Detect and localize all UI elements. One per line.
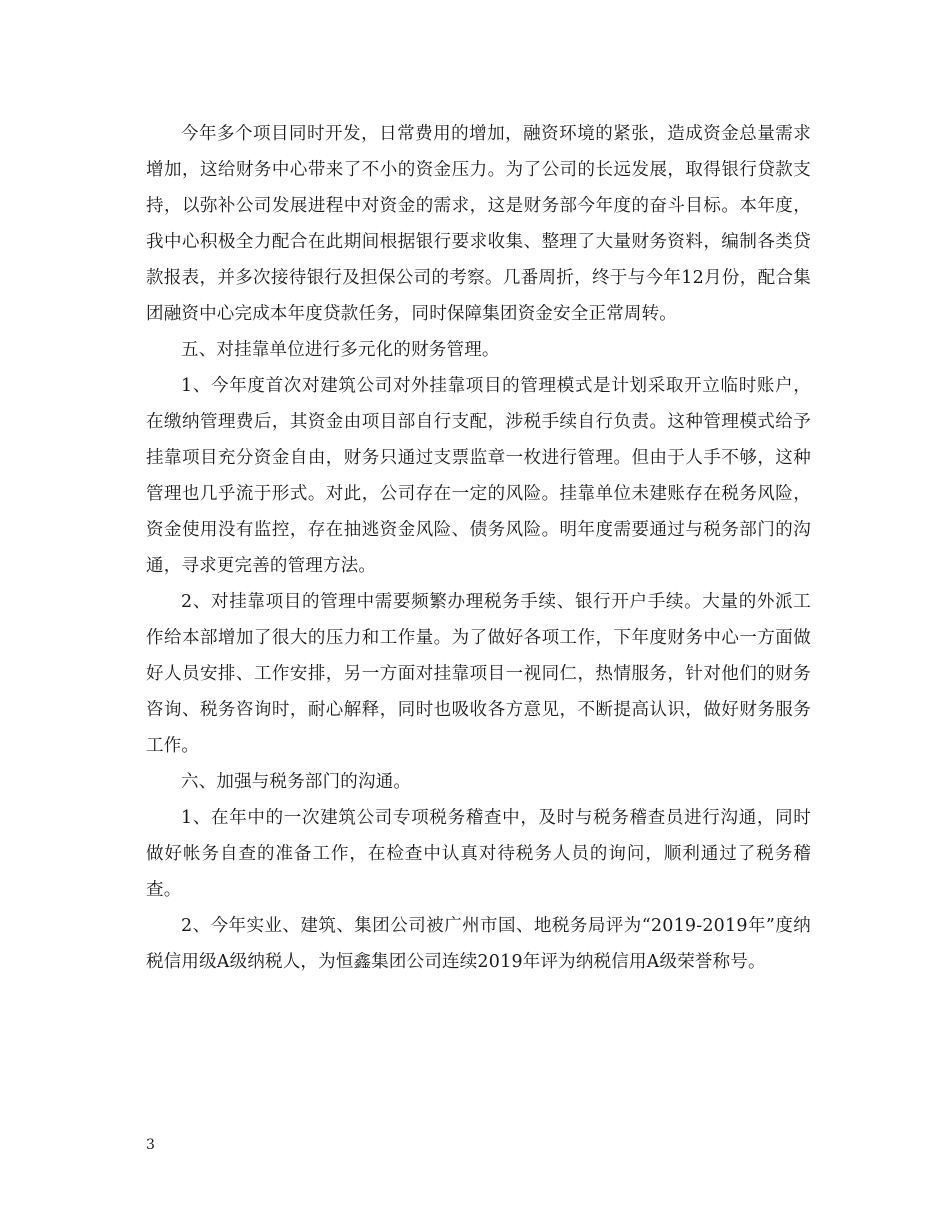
- section-heading-affiliated-units: 五、对挂靠单位进行多元化的财务管理。: [181, 340, 500, 360]
- paragraph-affiliated-procedures: 2、对挂靠项目的管理中需要频繁办理税务手续、银行开户手续。大量的外派工作给本部增加了很大的压力和工作量。为了做好各项工作，下年度财务中心一方面做好人员安排、工作安排，另一方面对挂靠项目一视同仁，热情服务，针对他们的财务咨询、税务咨询时，耐心解释，同时也吸收各方意见，不断提高认识，做好财务服务工作。: [146, 592, 811, 756]
- section-heading-tax-communication: 六、加强与税务部门的沟通。: [181, 772, 412, 792]
- paragraph-tax-credit-rating: 2、今年实业、建筑、集团公司被广州市国、地税务局评为“2019-2019年”度纳税信用级A级纳税人，为恒鑫集团公司连续2019年评为纳税信用A级荣誉称号。: [146, 916, 811, 972]
- paragraph-tax-inspection: 1、在年中的一次建筑公司专项税务稽查中，及时与税务稽查员进行沟通，同时做好帐务自查的准备工作，在检查中认真对待税务人员的询问，顺利通过了税务稽查。: [146, 808, 811, 900]
- page-number: 3: [146, 1137, 155, 1153]
- paragraph-affiliated-management-mode: 1、今年度首次对建筑公司对外挂靠项目的管理模式是计划采取开立临时账户，在缴纳管理费后，其资金由项目部自行支配，涉税手续自行负责。这种管理模式给予挂靠项目充分资金自由，财务只通过支票监章一枚进行管理。但由于人手不够，这种管理也几乎流于形式。对此，公司存在一定的风险。挂靠单位未建账存在税务风险，资金使用没有监控，存在抽逃资金风险、债务风险。明年度需要通过与税务部门的沟通，寻求更完善的管理方法。: [146, 376, 811, 576]
- paragraph-funding-pressure: 今年多个项目同时开发，日常费用的增加，融资环境的紧张，造成资金总量需求增加，这给财务中心带来了不小的资金压力。为了公司的长远发展，取得银行贷款支持，以弥补公司发展进程中对资金的需求，这是财务部今年度的奋斗目标。本年度，我中心积极全力配合在此期间根据银行要求收集、整理了大量财务资料，编制各类贷款报表，并多次接待银行及担保公司的考察。几番周折，终于与今年12月份，配合集团融资中心完成本年度贷款任务，同时保障集团资金安全正常周转。: [146, 124, 811, 324]
- document-body: [146, 116, 811, 980]
